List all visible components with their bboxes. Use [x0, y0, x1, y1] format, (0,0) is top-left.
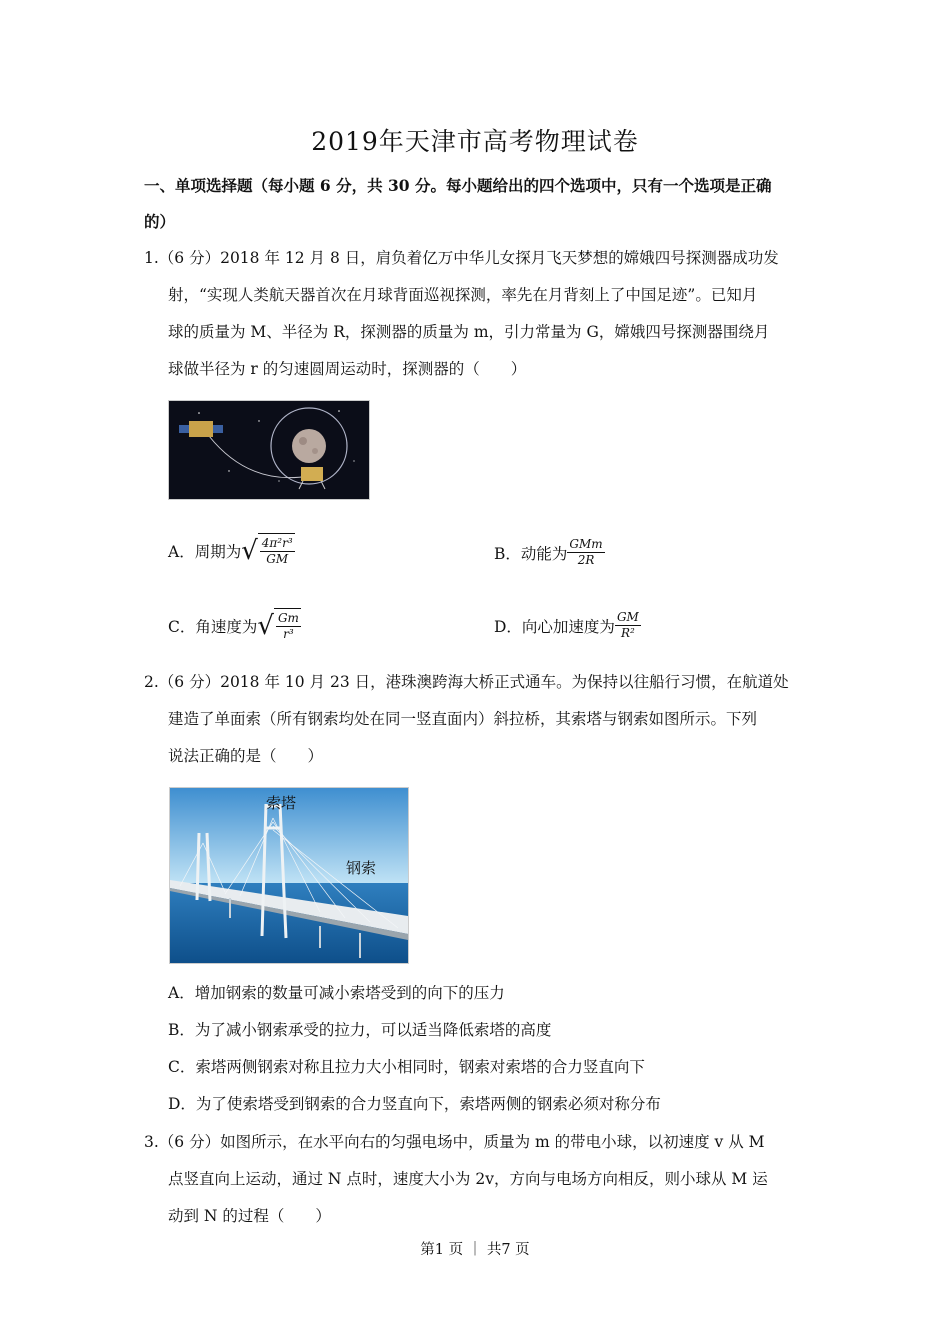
option-a-numerator: 4π²r³	[261, 536, 293, 550]
option-b-denominator: 2R	[577, 553, 595, 567]
option-c-numerator: Gm	[277, 611, 299, 625]
q2-line-3: 说法正确的是（ ）	[168, 747, 324, 765]
option-c-label: C．角速度为	[168, 618, 258, 636]
q3-line-1: 3.（6 分）如图所示，在水平向右的匀强电场中，质量为 m 的带电小球，以初速度 v 从 M	[144, 1133, 765, 1151]
sqrt-symbol: √ $\frac{Gm}{\text{r³}}$	[257, 608, 301, 644]
q2-line-1: 2.（6 分）2018 年 10 月 23 日，港珠澳跨海大桥正式通车。为保持以往船行习惯，在航道处	[144, 673, 789, 691]
q2-option-b: B．为了减小钢索承受的拉力，可以适当降低索塔的高度	[168, 1021, 552, 1039]
tower-label: 索塔	[266, 794, 297, 812]
sqrt-symbol: √ $\frac{\text{4π²r³}}{GM}$	[241, 533, 294, 569]
option-b-label: B．动能为	[494, 544, 568, 563]
page-footer: 第1 页 ｜ 共7 页	[420, 1242, 530, 1258]
q2-option-a: A．增加钢索的数量可减小索塔受到的向下的压力	[168, 984, 505, 1002]
option-d-denominator: R²	[620, 626, 635, 640]
cable-stayed-bridge-illustration	[170, 788, 408, 963]
section-heading-cont: 的）	[144, 212, 176, 231]
q1-probe-image	[168, 400, 370, 500]
cable-label: 钢索	[346, 859, 377, 877]
q1-line-1: 1.（6 分）2018 年 12 月 8 日，肩负着亿万中华儿女探月飞天梦想的嫦娥四号探测器成功发	[144, 249, 779, 267]
q2-option-d: D．为了使索塔受到钢索的合力竖直向下，索塔两侧的钢索必须对称分布	[168, 1095, 661, 1113]
option-b-numerator: GMm	[569, 537, 603, 551]
q2-bridge-image	[169, 787, 409, 964]
q1-line-3: 球的质量为 M、半径为 R，探测器的质量为 m，引力常量为 G，嫦娥四号探测器围绕月	[168, 323, 770, 341]
q1-line-2: 射，“实现人类航天器首次在月球背面巡视探测，率先在月背刻上了中国足迹”。已知月	[168, 286, 758, 304]
option-c-denominator: r³	[283, 627, 294, 641]
option-a-label: A．周期为	[168, 543, 242, 561]
option-d-numerator: GM	[616, 610, 639, 624]
option-a-denominator: GM	[266, 552, 289, 566]
q1-option-a	[168, 533, 295, 569]
option-d-label: D．向心加速度为	[494, 617, 615, 636]
q1-option-b	[494, 537, 605, 568]
q2-option-c: C．索塔两侧钢索对称且拉力大小相同时，钢索对索塔的合力竖直向下	[168, 1058, 645, 1076]
q1-line-4: 球做半径为 r 的匀速圆周运动时，探测器的（ ）	[168, 360, 527, 378]
page-title: 2019年天津市高考物理试卷	[311, 127, 639, 156]
q3-line-2: 点竖直向上运动，通过 N 点时，速度大小为 2v，方向与电场方向相反，则小球从 M 运	[168, 1170, 768, 1188]
q3-line-3: 动到 N 的过程（ ）	[168, 1207, 331, 1225]
q2-line-2: 建造了单面索（所有钢索均处在同一竖直面内）斜拉桥，其索塔与钢索如图所示。下列	[168, 710, 758, 728]
q1-option-c	[168, 608, 301, 644]
section-heading: 一、单项选择题（每小题 6 分，共 30 分。每小题给出的四个选项中，只有一个选项是正确	[144, 176, 772, 195]
q1-option-d	[494, 610, 641, 641]
lunar-probe-illustration	[169, 401, 369, 499]
